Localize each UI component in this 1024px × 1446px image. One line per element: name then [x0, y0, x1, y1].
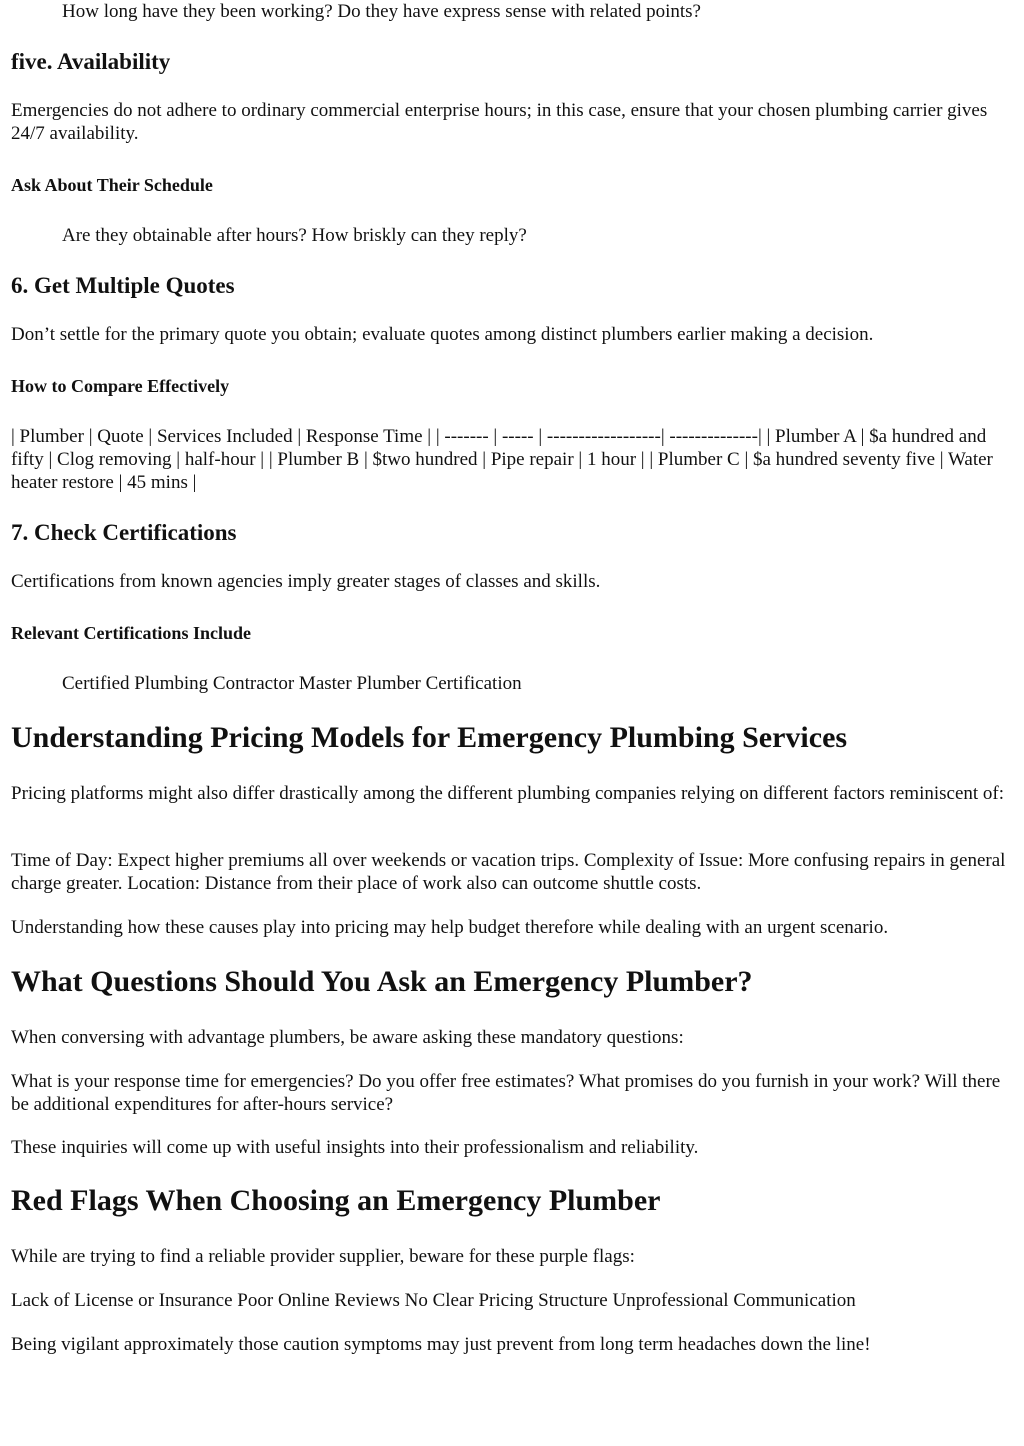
certifications-subheading: Relevant Certifications Include	[11, 623, 251, 643]
certifications-list: Certified Plumbing Contractor Master Plumber Certification	[62, 673, 522, 694]
schedule-question: Are they obtainable after hours? How briskly can they reply?	[62, 225, 527, 246]
pricing-heading: Understanding Pricing Models for Emergency Plumbing Services	[11, 721, 848, 754]
quotes-paragraph: Don’t settle for the primary quote you obtain; evaluate quotes among distinct plumbers earlier making a decision.	[11, 324, 874, 345]
availability-paragraph: Emergencies do not adhere to ordinary commercial enterprise hours; in this case, ensure that your chosen plumbing carrier gives 24/7 availability.	[11, 100, 988, 144]
quotes-heading: 6. Get Multiple Quotes	[11, 273, 235, 298]
pricing-paragraph-2: Time of Day: Expect higher premiums all over weekends or vacation trips. Complexity of Issue: More confusing repairs in general charge greater. Location: Distance from their place of work also can outcome shuttle costs.	[11, 850, 1006, 894]
quotes-table-text: | Plumber | Quote | Services Included | Response Time | | ------- | ----- | ------------------| --------------| | Plumber A | $a hundred and fifty | Clog removing | half-hour | | Plumber B | $two hundred | Pipe repair | 1 hour | | Plumber C | $a hundred seventy five | Water heater restore | 45 mins |	[11, 426, 993, 493]
compare-subheading: How to Compare Effectively	[11, 376, 230, 396]
red-flags-paragraph-3: Being vigilant approximately those caution symptoms may just prevent from long term headaches down the line!	[11, 1334, 871, 1355]
questions-paragraph-3: These inquiries will come up with useful insights into their professionalism and reliability.	[11, 1137, 699, 1158]
schedule-subheading: Ask About Their Schedule	[11, 175, 213, 195]
certifications-paragraph: Certifications from known agencies imply greater stages of classes and skills.	[11, 571, 601, 592]
questions-heading: What Questions Should You Ask an Emergency Plumber?	[11, 965, 753, 998]
questions-paragraph-1: When conversing with advantage plumbers, be aware asking these mandatory questions:	[11, 1027, 684, 1048]
questions-paragraph-2: What is your response time for emergencies? Do you offer free estimates? What promises do you furnish in your work? Will there be additional expenditures for after-hours service?	[11, 1071, 1001, 1115]
red-flags-paragraph-1: While are trying to find a reliable provider supplier, beware for these purple flags:	[11, 1246, 635, 1267]
red-flags-heading: Red Flags When Choosing an Emergency Plumber	[11, 1184, 661, 1217]
intro-question: How long have they been working? Do they have express sense with related points?	[62, 1, 701, 22]
pricing-paragraph-1: Pricing platforms might also differ drastically among the different plumbing companies relying on different factors reminiscent of:	[11, 783, 1005, 804]
availability-heading: five. Availability	[11, 49, 171, 74]
red-flags-paragraph-2: Lack of License or Insurance Poor Online Reviews No Clear Pricing Structure Unprofessional Communication	[11, 1290, 856, 1311]
certifications-heading: 7. Check Certifications	[11, 520, 237, 545]
pricing-paragraph-3: Understanding how these causes play into pricing may help budget therefore while dealing with an urgent scenario.	[11, 917, 889, 938]
